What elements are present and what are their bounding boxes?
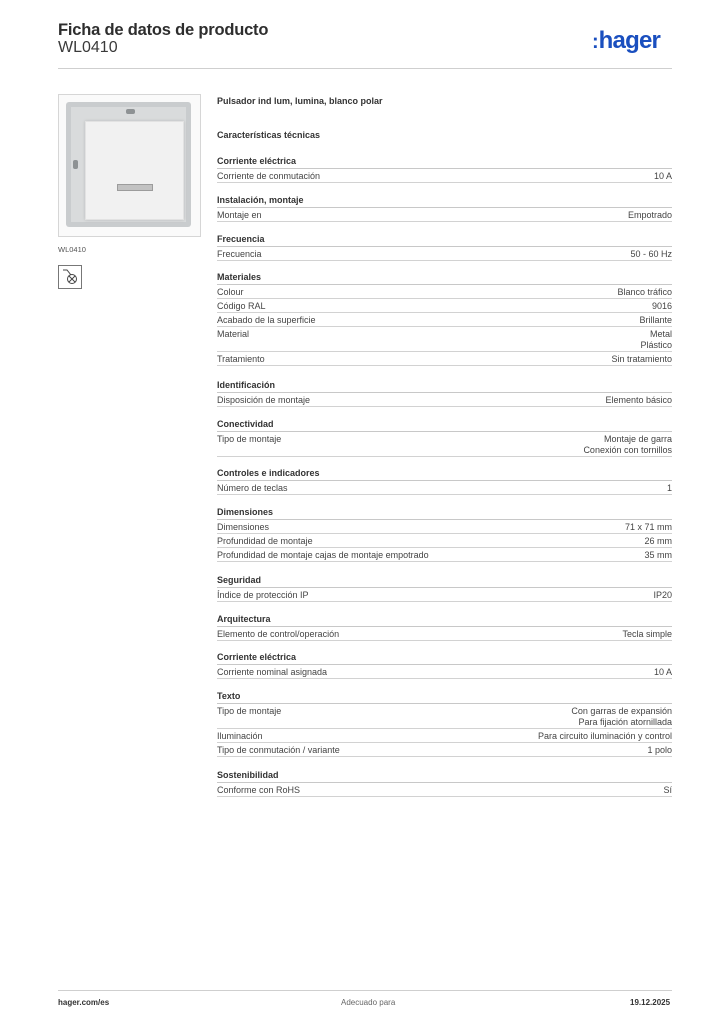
spec-label: Acabado de la superficie	[217, 315, 316, 325]
spec-label: Corriente nominal asignada	[217, 667, 328, 677]
spec-label: Frecuencia	[217, 249, 262, 259]
product-description: Pulsador ind lum, lumina, blanco polar	[217, 96, 383, 106]
spec-row	[217, 208, 672, 222]
spec-value: Para circuito iluminación y control	[537, 731, 672, 741]
logo-text: hager	[598, 27, 661, 54]
section-corriente-electrica-2	[217, 651, 672, 679]
section-identificacion	[217, 379, 672, 407]
section-title: Instalación, montaje	[217, 194, 672, 208]
switch-plate	[66, 102, 191, 227]
footer-suitable-for: Adecuado para	[341, 998, 396, 1007]
section-title: Seguridad	[217, 574, 672, 588]
image-caption: WL0410	[58, 245, 86, 254]
spec-value: 71 x 71 mm	[624, 522, 672, 532]
spec-row	[217, 313, 672, 327]
spec-label: Iluminación	[217, 731, 263, 741]
switch-key	[85, 121, 184, 220]
spec-label: Colour	[217, 287, 244, 297]
spec-value: 1	[666, 483, 672, 493]
indicator-lens	[117, 184, 153, 191]
section-conectividad	[217, 418, 672, 457]
section-title: Frecuencia	[217, 233, 672, 247]
spec-value: 50 - 60 Hz	[630, 249, 672, 259]
spec-value: Sí	[663, 785, 672, 795]
spec-value: Brillante	[639, 315, 672, 325]
spec-row	[217, 520, 672, 534]
spec-row	[217, 299, 672, 313]
section-materiales	[217, 271, 672, 366]
spec-value: Elemento básico	[605, 395, 672, 405]
spec-label: Dimensiones	[217, 522, 270, 532]
spec-value: Metal Plástico	[640, 329, 672, 350]
spec-value: 1 polo	[647, 745, 672, 755]
footer-website-link[interactable]: hager.com/es	[58, 998, 110, 1007]
section-title: Conectividad	[217, 418, 672, 432]
spec-value: 9016	[651, 301, 672, 311]
spec-label: Tratamiento	[217, 354, 265, 364]
spec-label: Montaje en	[217, 210, 262, 220]
mounting-hole	[73, 160, 78, 169]
spec-row	[217, 627, 672, 641]
spec-row	[217, 285, 672, 299]
spec-row	[217, 729, 672, 743]
section-title: Sostenibilidad	[217, 769, 672, 783]
spec-value: 26 mm	[644, 536, 672, 546]
spec-value: IP20	[653, 590, 672, 600]
spec-row	[217, 783, 672, 797]
spec-value: Tecla simple	[622, 629, 672, 639]
spec-label: Índice de protección IP	[217, 590, 309, 600]
spec-row	[217, 548, 672, 562]
spec-row	[217, 665, 672, 679]
section-title: Controles e indicadores	[217, 467, 672, 481]
spec-label: Código RAL	[217, 301, 266, 311]
spec-label: Elemento de control/operación	[217, 629, 340, 639]
footer-date: 19.12.2025	[630, 998, 671, 1007]
spec-row	[217, 432, 672, 457]
section-controles	[217, 467, 672, 495]
spec-value: Empotrado	[627, 210, 672, 220]
spec-row	[217, 169, 672, 183]
spec-label: Disposición de montaje	[217, 395, 311, 405]
spec-value: 35 mm	[644, 550, 672, 560]
spec-label: Tipo de montaje	[217, 706, 282, 716]
spec-label: Conforme con RoHS	[217, 785, 301, 795]
section-arquitectura	[217, 613, 672, 641]
spec-row	[217, 352, 672, 366]
section-title: Corriente eléctrica	[217, 155, 672, 169]
section-title: Arquitectura	[217, 613, 672, 627]
hager-logo: :hager	[592, 27, 661, 54]
header-divider	[58, 68, 672, 69]
section-sostenibilidad	[217, 769, 672, 797]
spec-label: Material	[217, 329, 250, 339]
spec-value: Blanco tráfico	[617, 287, 672, 297]
switch-frame	[71, 107, 186, 222]
spec-row	[217, 534, 672, 548]
spec-label: Corriente de conmutación	[217, 171, 321, 181]
spec-label: Profundidad de montaje	[217, 536, 313, 546]
section-frecuencia	[217, 233, 672, 261]
lamp-symbol-svg	[59, 266, 81, 288]
spec-value: Sin tratamiento	[611, 354, 672, 364]
section-seguridad	[217, 574, 672, 602]
section-title: Identificación	[217, 379, 672, 393]
spec-row	[217, 588, 672, 602]
section-texto	[217, 690, 672, 757]
spec-label: Tipo de conmutación / variante	[217, 745, 340, 755]
section-title: Texto	[217, 690, 672, 704]
spec-row	[217, 327, 672, 352]
tech-characteristics-title: Características técnicas	[217, 130, 321, 140]
product-image	[58, 94, 201, 237]
spec-label: Profundidad de montaje cajas de montaje empotrado	[217, 550, 429, 560]
section-title: Corriente eléctrica	[217, 651, 672, 665]
page-title: Ficha de datos de producto	[58, 21, 269, 39]
spec-value: Montaje de garra Conexión con tornillos	[583, 434, 672, 455]
section-corriente-electrica	[217, 155, 672, 183]
lamp-symbol-icon	[58, 265, 82, 289]
spec-label: Tipo de montaje	[217, 434, 282, 444]
mounting-hole	[126, 109, 135, 114]
spec-row	[217, 393, 672, 407]
section-title: Dimensiones	[217, 506, 672, 520]
section-dimensiones	[217, 506, 672, 562]
footer-divider	[58, 990, 672, 991]
spec-value: Con garras de expansión Para fijación atornillada	[571, 706, 672, 727]
section-instalacion	[217, 194, 672, 222]
product-code: WL0410	[58, 39, 118, 56]
spec-label: Número de teclas	[217, 483, 288, 493]
section-title: Materiales	[217, 271, 672, 285]
spec-row	[217, 704, 672, 729]
spec-row	[217, 743, 672, 757]
spec-value: 10 A	[653, 667, 672, 677]
spec-row	[217, 481, 672, 495]
spec-row	[217, 247, 672, 261]
spec-value: 10 A	[653, 171, 672, 181]
